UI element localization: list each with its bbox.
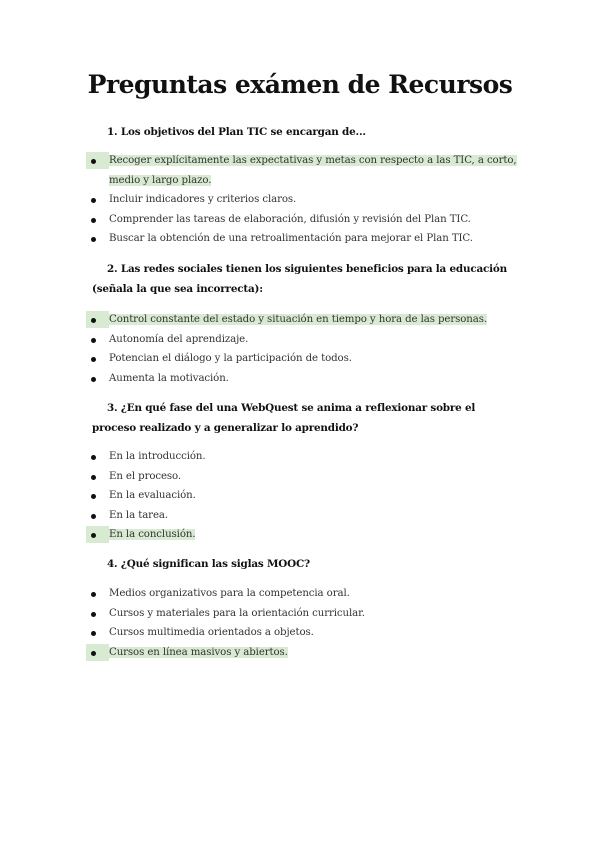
page-title: Preguntas exámen de Recursos (87, 70, 513, 99)
option (86, 623, 526, 643)
option-text: Recoger explícitamente las expectativas y metas con respecto a las TIC, a corto, medio y largo plazo. (109, 155, 517, 186)
question-3: 3. ¿En qué fase del una WebQuest se anima a reflexionar sobre el proceso realizado y a generalizar lo aprendido? (92, 402, 476, 434)
option-highlighted (86, 151, 526, 190)
option (86, 447, 526, 467)
option-text: Cursos en línea masivos y abiertos. (109, 646, 288, 658)
options-4 (86, 584, 526, 662)
option-text: En la tarea. (109, 509, 168, 521)
question-2: 2. Las redes sociales tienen los siguientes beneficios para la educación (señala la que sea incorrecta): (92, 263, 507, 295)
option (86, 349, 526, 369)
option-text: Comprender las tareas de elaboración, difusión y revisión del Plan TIC. (109, 213, 471, 225)
option-text: En la conclusión. (109, 529, 196, 541)
option-text: Aumenta la motivación. (109, 372, 229, 384)
option-text: Control constante del estado y situación en tiempo y hora de las personas. (109, 314, 487, 325)
option-text: Autonomía del aprendizaje. (109, 333, 249, 345)
option (86, 486, 526, 506)
options-1 (86, 151, 526, 249)
option-text: Cursos y materiales para la orientación curricular. (109, 607, 365, 619)
option-text: Medios organizativos para la competencia oral. (109, 588, 350, 599)
option-highlighted (86, 310, 526, 330)
option (86, 190, 526, 210)
option-text: Cursos multimedia orientados a objetos. (109, 627, 314, 639)
option (86, 229, 526, 249)
option-text: Buscar la obtención de una retroalimentación para mejorar el Plan TIC. (109, 233, 473, 245)
option-text: En la introducción. (109, 451, 206, 462)
option (86, 584, 526, 604)
option-highlighted (86, 643, 526, 663)
option-text: En el proceso. (109, 470, 182, 482)
option (86, 369, 526, 389)
option (86, 506, 526, 526)
question-4: 4. ¿Qué significan las siglas MOOC? (107, 558, 310, 570)
question-1: 1. Los objetivos del Plan TIC se encargan de... (107, 126, 366, 138)
option (86, 604, 526, 624)
option (86, 210, 526, 230)
option-text: En la evaluación. (109, 490, 196, 502)
option-highlighted (86, 525, 526, 545)
option (86, 467, 526, 487)
options-3 (86, 447, 526, 545)
option-text: Potencian el diálogo y la participación de todos. (109, 353, 352, 365)
options-2 (86, 310, 526, 388)
option-text: Incluir indicadores y criterios claros. (109, 194, 297, 206)
option (86, 330, 526, 350)
